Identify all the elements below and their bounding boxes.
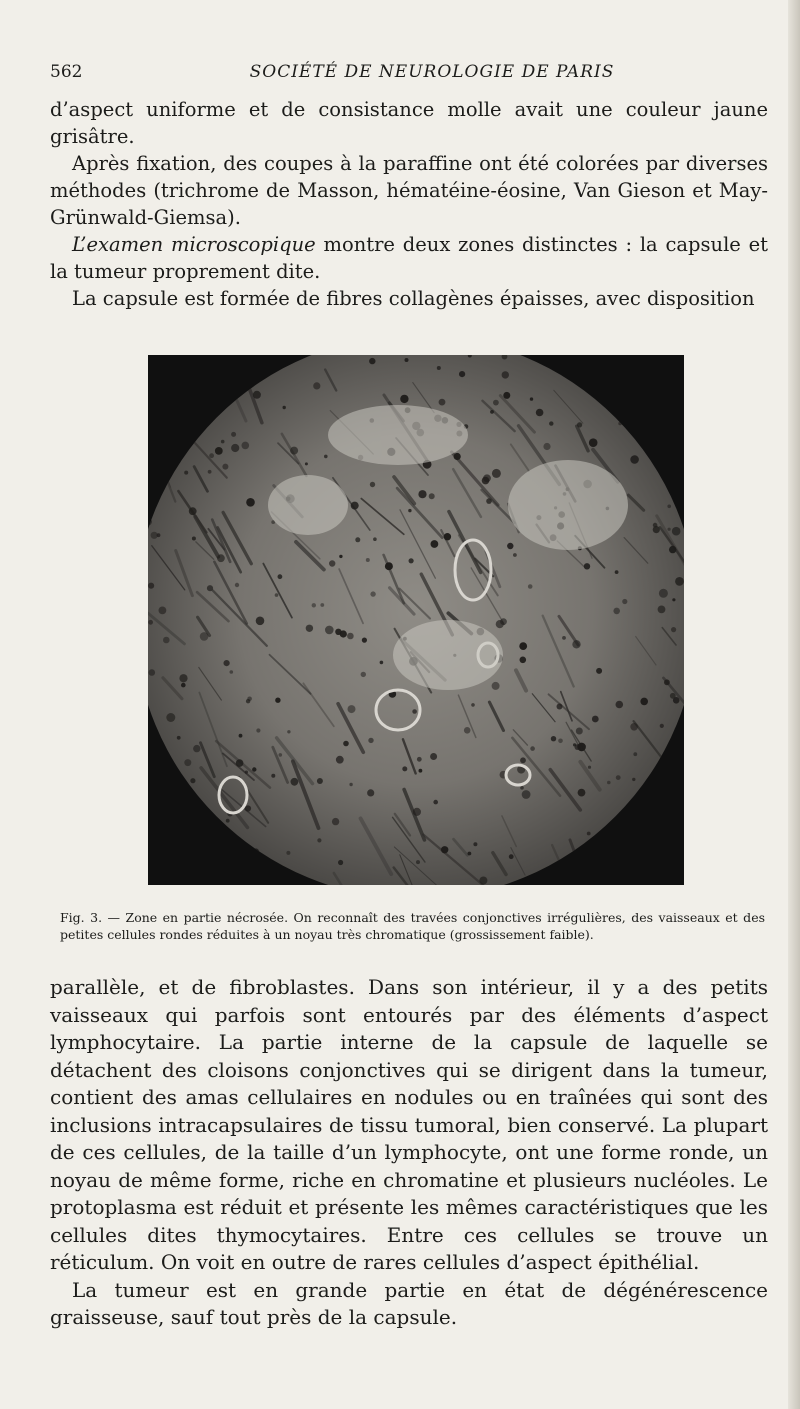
paragraph-description: parallèle, et de fibroblastes. Dans son intérieur, il y a des petits vaisseaux qui parfois sont entourés par des éléments d’aspect lymphocytaire. La partie interne de la capsule de laquelle se détachent des cloisons conjonctives qui se dirigent dans la tumeur, contient des amas cellulaires en nodules ou en traînées qui sont des inclusions intracapsulaires de tissu tumoral, bien conservé. La plupart de ces cellules, de la taille d’un lymphocyte, ont une forme ronde, un noyau de même forme, riche en chromatine et plusieurs nucléoles. Le protoplasma est réduit et présente les mêmes caractéristiques que les cellules dites thymocytaires. Entre ces cellules se trouve un réticulum. On voit en outre de rares cellules d’aspect épithélial. <box>50 975 768 1274</box>
paragraph-capsule: La capsule est formée de fibres collagènes épaisses, avec disposition <box>72 287 755 310</box>
micrograph-figure <box>148 355 684 885</box>
paragraph-fixation: Après fixation, des coupes à la paraffine ont été colorées par diverses méthodes (trichrome de Masson, hématéine-éosine, Van Gieson et May-Grünwald-Giemsa). <box>50 152 768 229</box>
examen-text: montre deux zones distinctes : la capsule et la tumeur proprement dite. <box>50 233 769 283</box>
body-text-bottom <box>50 974 768 1332</box>
paragraph-degeneration: La tumeur est en grande partie en état de dégénérescence graisseuse, sauf tout près de la capsule. <box>50 1277 768 1329</box>
paragraph-examen <box>50 231 768 285</box>
paragraph-continued: d’aspect uniforme et de consistance molle avait une couleur jaune grisâtre. <box>50 98 768 148</box>
body-text-top <box>50 96 768 312</box>
journal-title: SOCIÉTÉ DE NEUROLOGIE DE PARIS <box>249 62 615 82</box>
page-number: 562 <box>50 62 83 82</box>
examen-emphasis: L’examen microscopique <box>72 233 316 256</box>
micrograph-image <box>148 355 684 885</box>
running-head <box>50 62 770 86</box>
page-edge-shadow <box>788 0 800 1409</box>
figure-caption: Fig. 3. — Zone en partie nécrosée. On reconnaît des travées conjonctives irrégulières, des vaisseaux et des petites cellules rondes réduites à un noyau très chromatique (grossissement faible). <box>60 910 765 942</box>
